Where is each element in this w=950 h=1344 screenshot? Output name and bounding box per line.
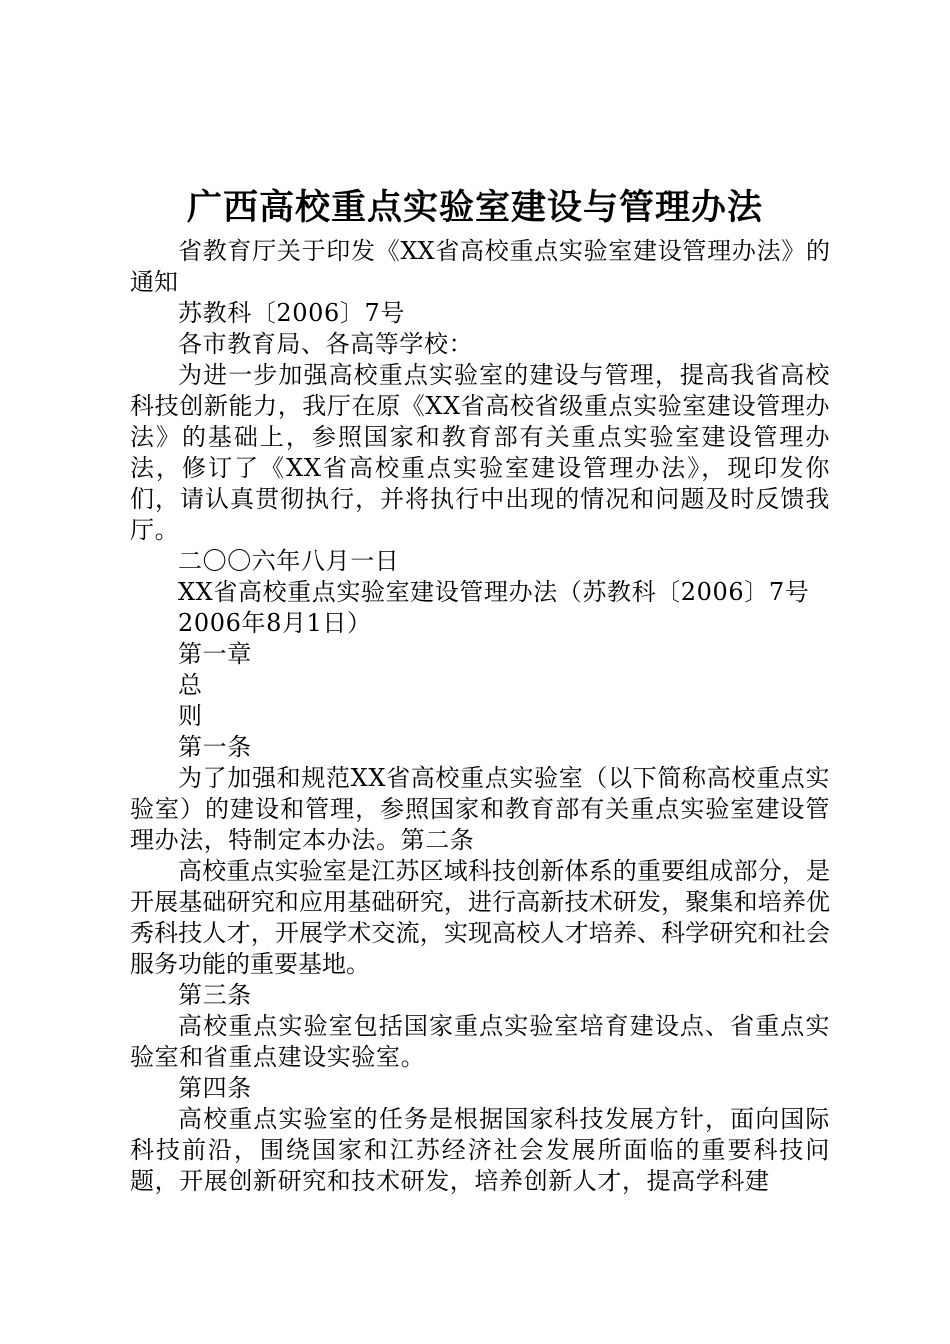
article-4-heading: 第四条 [178,1074,252,1102]
document-title: 广西高校重点实验室建设与管理办法 [186,187,763,228]
issue-date: 二〇〇六年八月一日 [178,547,400,575]
recipients: 各市教育局、各高等学校： [178,330,474,358]
chapter-title-part-1: 总 [178,671,203,699]
article-1-body: 为了加强和规范XX省高校重点实验室（以下简称高校重点实验室）的建设和管理，参照国家和教育部有关重点实验室建设管理办法，特制定本办法。第二条 [130,764,830,854]
article-3-heading: 第三条 [178,981,252,1009]
article-4-body: 高校重点实验室的任务是根据国家科技发展方针，面向国际科技前沿，围绕国家和江苏经济社会发展所面临的重要科技问题，开展创新研究和技术研发，培养创新人才，提高学科建 [130,1105,830,1195]
regulation-title: XX省高校重点实验室建设管理办法（苏教科〔2006〕7号 [178,578,810,606]
document-number: 苏教科〔2006〕7号 [178,299,405,327]
chapter-title-part-2: 则 [178,702,203,730]
notice-heading: 省教育厅关于印发《XX省高校重点实验室建设管理办法》的通知 [130,237,830,296]
chapter-heading: 第一章 [178,640,252,668]
article-1-heading: 第一条 [178,733,252,761]
document-body [130,236,830,1197]
article-2-body: 高校重点实验室是江苏区域科技创新体系的重要组成部分，是开展基础研究和应用基础研究，进行高新技术研发，聚集和培养优秀科技人才，开展学术交流，实现高校人才培养、科学研究和社会服务功能的重要基地。 [130,857,830,978]
article-3-body: 高校重点实验室包括国家重点实验室培育建设点、省重点实验室和省重点建设实验室。 [130,1012,830,1071]
notice-body: 为进一步加强高校重点实验室的建设与管理，提高我省高校科技创新能力，我厅在原《XX省高校省级重点实验室建设管理办法》的基础上，参照国家和教育部有关重点实验室建设管理办法，修订了《XX省高校重点实验室建设管理办法》，现印发你们，请认真贯彻执行，并将执行中出现的情况和问题及时反馈我厅。 [130,361,830,544]
regulation-date: 2006年8月1日） [178,609,372,637]
